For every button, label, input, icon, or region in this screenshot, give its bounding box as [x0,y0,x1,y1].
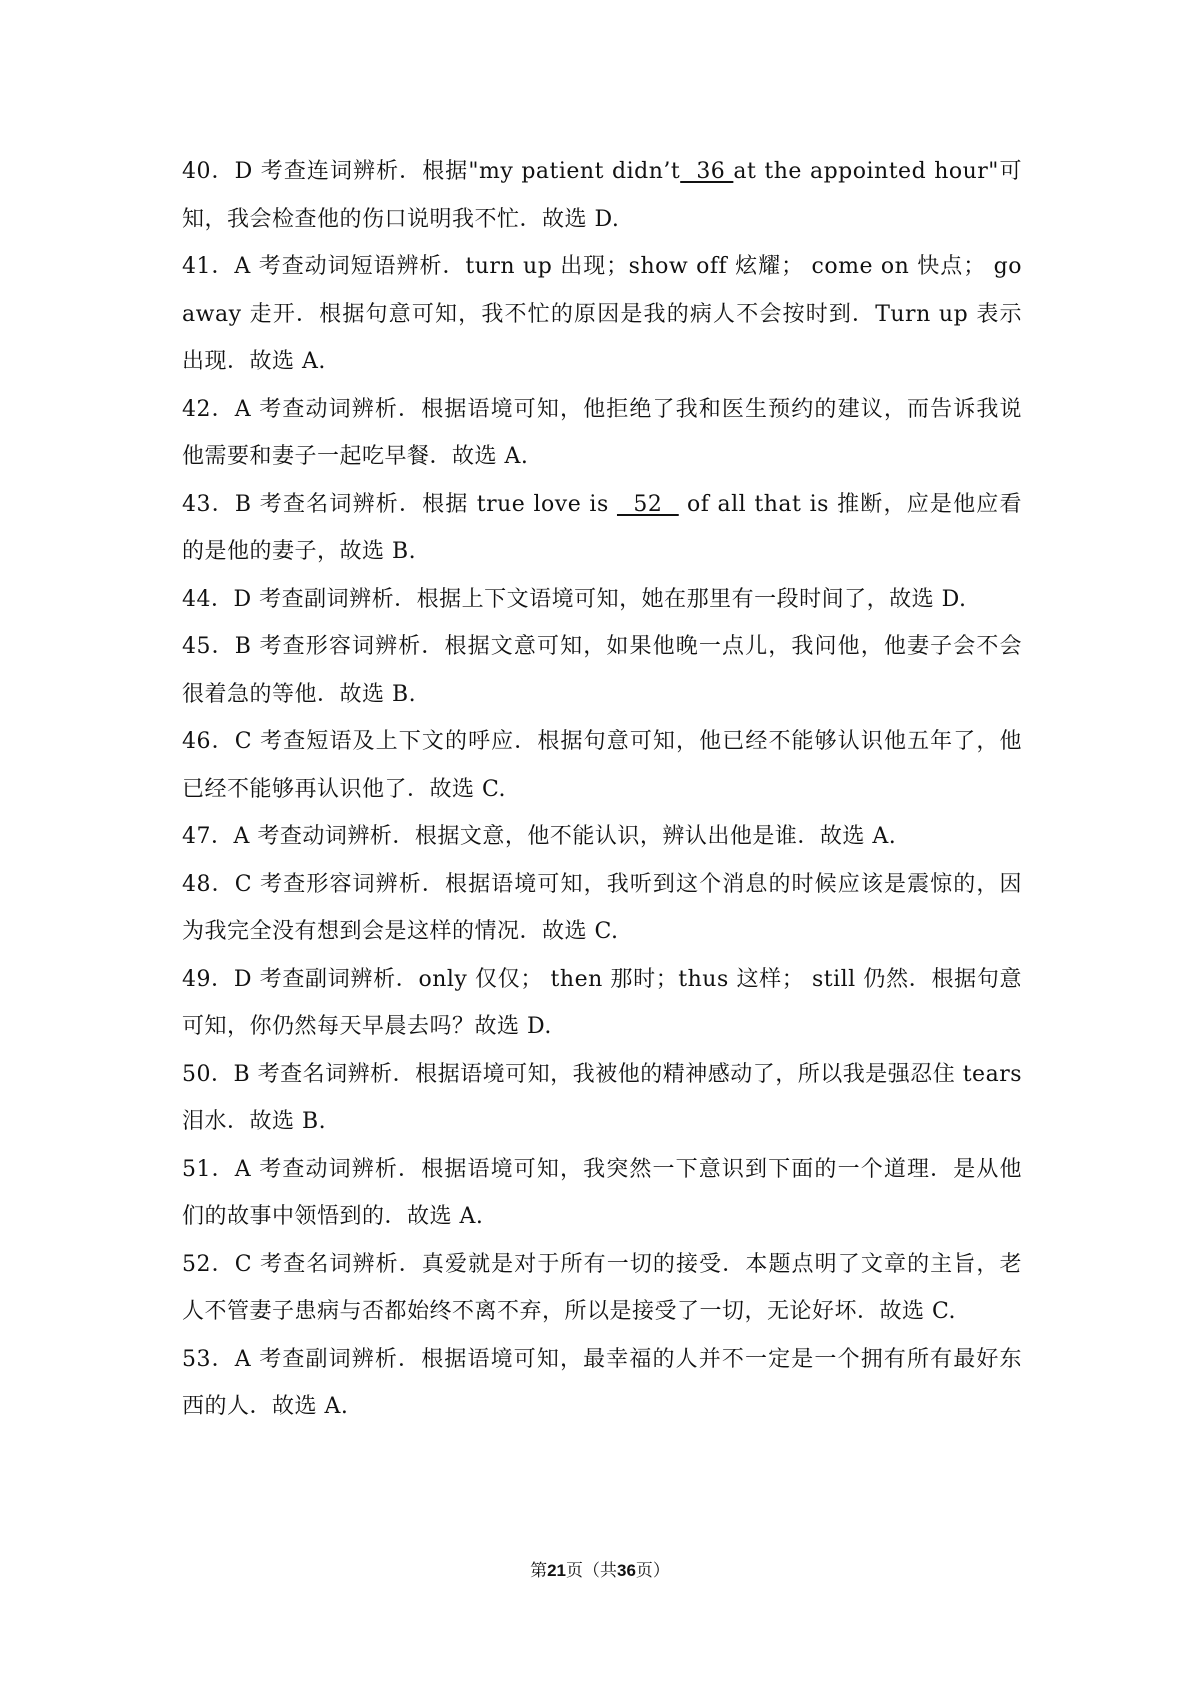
answer-explanations [182,148,1022,1431]
answer-40 [182,148,1022,243]
answer-50: 50．B 考查名词辨析．根据语境可知，我被他的精神感动了，所以我是强忍住 tears 泪水．故选 B. [182,1061,1022,1134]
answer-43-post: of all that is 推断，应是他应看的是他的妻子，故选 B. [182,491,1023,564]
answer-40-post: at the appointed hour"可知，我会检查他的伤口说明我不忙．故选 D. [182,159,1022,232]
answer-42: 42．A 考查动词辨析．根据语境可知，他拒绝了我和医生预约的建议，而告诉我说他需要和妻子一起吃早餐．故选 A. [182,396,1022,469]
footer-prefix: 第 [530,1561,548,1581]
answer-40-blank: 36 [680,159,734,184]
answer-46: 46．C 考查短语及上下文的呼应．根据句意可知，他已经不能够认识他五年了，他已经不能够再认识他了．故选 C. [182,729,1022,802]
page-footer [0,1556,1200,1581]
answer-52: 52．C 考查名词辨析．真爱就是对于所有一切的接受．本题点明了文章的主旨，老人不管妻子患病与否都始终不离不弃，所以是接受了一切，无论好坏．故选 C. [182,1251,1022,1324]
answer-51: 51．A 考查动词辨析．根据语境可知，我突然一下意识到下面的一个道理．是从他们的故事中领悟到的．故选 A. [182,1156,1022,1229]
footer-page-number: 21 [547,1561,566,1580]
answer-43-blank: 52 [616,491,679,517]
answer-53: 53．A 考查副词辨析．根据语境可知，最幸福的人并不一定是一个拥有所有最好东西的人．故选 A. [182,1346,1022,1419]
answer-44: 44．D 考查副词辨析．根据上下文语境可知，她在那里有一段时间了，故选 D. [182,586,967,612]
footer-middle: 页（共 [566,1561,617,1581]
answer-47: 47．A 考查动词辨析．根据文意，他不能认识，辨认出他是谁．故选 A. [182,824,897,849]
answer-43 [182,481,1022,576]
answer-48: 48．C 考查形容词辨析．根据语境可知，我听到这个消息的时候应该是震惊的，因为我完全没有想到会是这样的情况．故选 C. [182,871,1022,944]
footer-suffix: 页） [635,1561,670,1581]
footer-total-pages: 36 [617,1561,636,1580]
answer-45: 45．B 考查形容词辨析．根据文意可知，如果他晚一点儿，我问他，他妻子会不会很着急的等他．故选 B. [182,634,1022,707]
answer-40-pre: 40．D 考查连词辨析．根据"my patient didn’t [182,159,681,184]
answer-43-pre: 43．B 考查名词辨析．根据 true love is [182,491,617,517]
answer-49: 49．D 考查副词辨析．only 仅仅； then 那时；thus 这样； still 仍然．根据句意可知，你仍然每天早晨去吗？故选 D. [182,966,1022,1039]
answer-41: 41．A 考查动词短语辨析．turn up 出现；show off 炫耀； come on 快点； go away 走开．根据句意可知，我不忙的原因是我的病人不会按时到．Turn up 表示出现．故选 A. [182,254,1022,374]
